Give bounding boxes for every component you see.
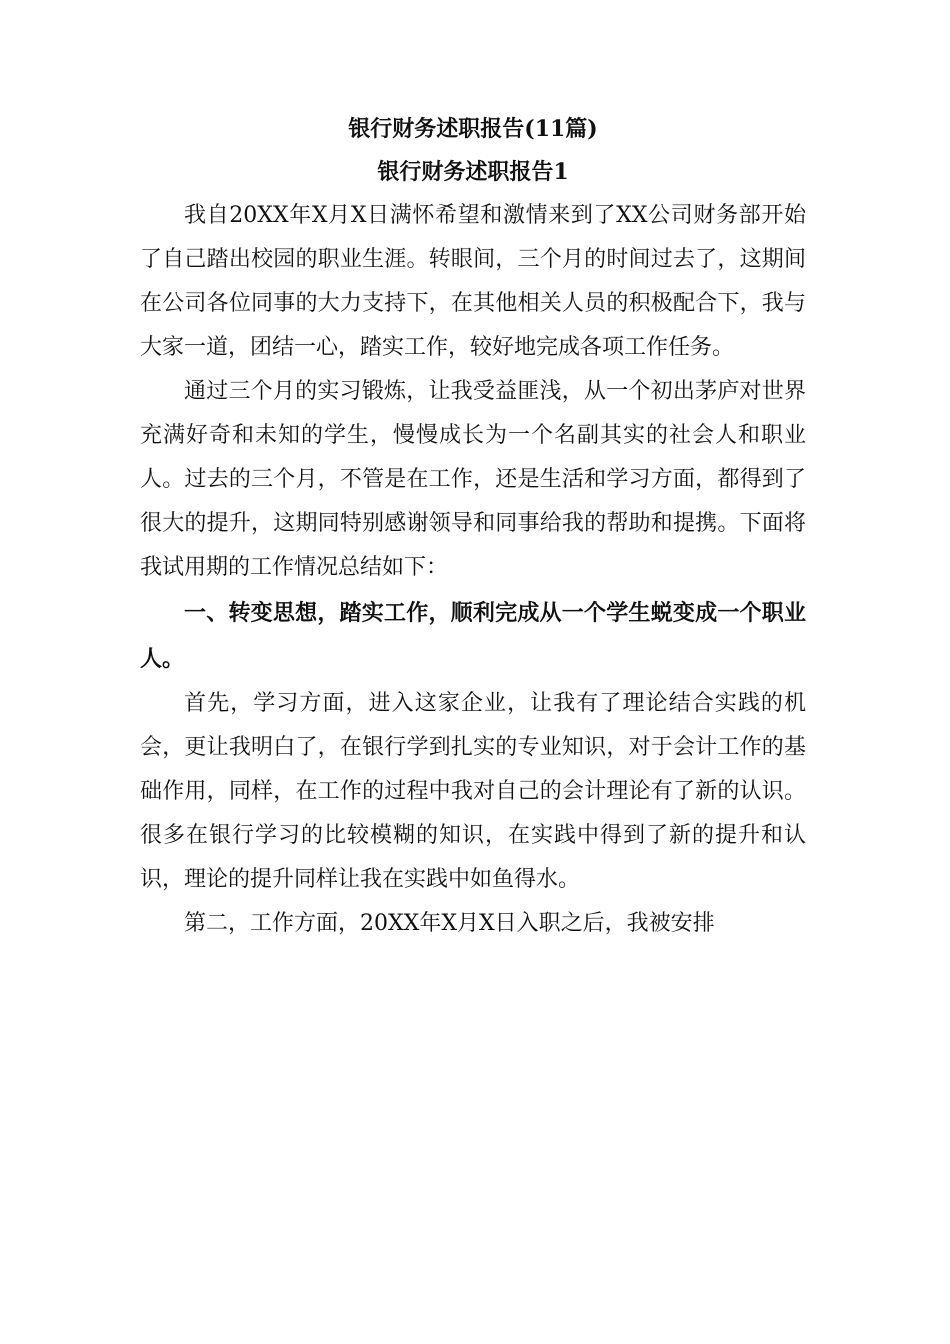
paragraph-summary: 通过三个月的实习锻炼，让我受益匪浅，从一个初出茅庐对世界充满好奇和未知的学生，慢慢成长为一个名副其实的社会人和职业人。过去的三个月，不管是在工作，还是生活和学习方面，都得到了很大的提升，这期同特别感谢领导和同事给我的帮助和提携。下面将我试用期的工作情况总结如下： [140,379,806,580]
document-body [140,108,806,946]
paragraph-work: 第二，工作方面，20XX年X月X日入职之后，我被安排 [184,911,715,936]
section-heading-1: 一、转变思想，踏实工作，顺利完成从一个学生蜕变成一个职业人。 [140,600,806,672]
paragraph-intro: 我自20XX年X月X日满怀希望和激情来到了XX公司财务部开始了自己踏出校园的职业生涯。转眼间，三个月的时间过去了，这期间在公司各位同事的大力支持下，在其他相关人员的积极配合下，我与大家一道，团结一心，踏实工作，较好地完成各项工作任务。 [140,203,806,360]
document-subtitle: 银行财务述职报告1 [377,159,569,185]
document-title: 银行财务述职报告(11篇) [348,116,598,142]
paragraph-study: 首先，学习方面，进入这家企业，让我有了理论结合实践的机会，更让我明白了，在银行学到扎实的专业知识，对于会计工作的基础作用，同样，在工作的过程中我对自己的会计理论有了新的认识。很多在银行学习的比较模糊的知识，在实践中得到了新的提升和认识，理论的提升同样让我在实践中如鱼得水。 [140,691,806,892]
